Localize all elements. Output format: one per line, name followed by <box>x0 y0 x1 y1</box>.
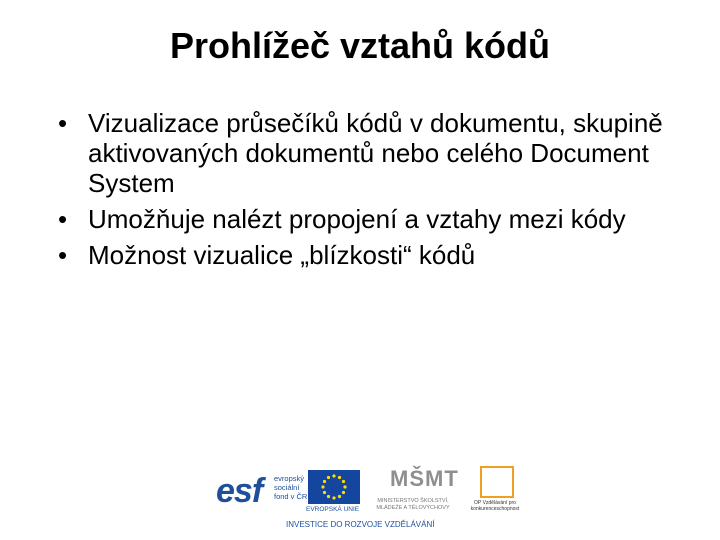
esf-logo <box>216 466 308 516</box>
eu-logo <box>306 470 360 513</box>
eu-stars-icon <box>308 470 360 504</box>
msmt-logo <box>364 466 460 516</box>
eu-flag-icon <box>308 470 360 504</box>
bullet-marker: • <box>58 240 68 270</box>
op-logo-text: OP Vzdělávání pro konkurenceschopnost <box>470 500 520 512</box>
bullet-marker: • <box>58 108 68 138</box>
op-logo-icon <box>480 466 514 498</box>
esf-logo-mark: esf <box>216 472 263 510</box>
bullet-marker: • <box>58 204 68 234</box>
bullet-list <box>50 108 670 276</box>
funding-logo-strip <box>212 462 524 532</box>
bullet-item <box>50 240 670 270</box>
bullet-text: Vizualizace průsečíků kódů v dokumentu, skupině aktivovaných dokumentů nebo celého Document System <box>88 108 663 198</box>
bullet-item <box>50 204 670 234</box>
bullet-item <box>50 108 670 198</box>
investment-slogan: INVESTICE DO ROZVOJE VZDĚLÁVÁNÍ <box>286 520 435 529</box>
msmt-logo-mark: MŠMT <box>390 466 459 491</box>
op-logo <box>466 466 524 520</box>
bullet-text: Možnost vizualice „blízkosti“ kódů <box>88 240 476 270</box>
bullet-text: Umožňuje nalézt propojení a vztahy mezi kódy <box>88 204 626 234</box>
eu-logo-text: EVROPSKÁ UNIE <box>306 506 360 513</box>
esf-logo-text: evropský sociální fond v ČR <box>274 474 308 501</box>
slide-title: Prohlížeč vztahů kódů <box>169 25 551 66</box>
msmt-logo-text: MINISTERSTVO ŠKOLSTVÍ, MLÁDEŽE A TĚLOVÝCHOVY <box>376 498 450 511</box>
